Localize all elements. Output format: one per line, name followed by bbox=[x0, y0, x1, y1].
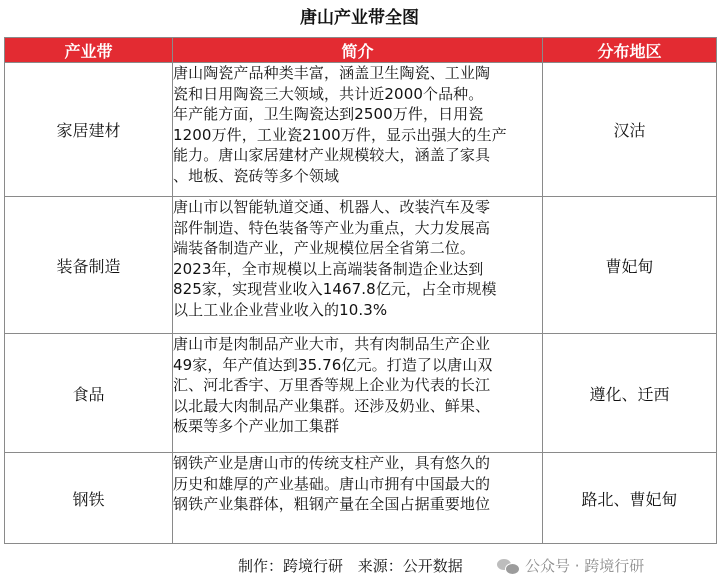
industry-description bbox=[173, 197, 543, 334]
table-row bbox=[5, 197, 717, 334]
header-description: 简介 bbox=[173, 38, 543, 63]
table-row bbox=[5, 334, 717, 453]
table-row bbox=[5, 453, 717, 544]
table-row bbox=[5, 63, 717, 197]
watermark-text: 公众号 · 跨境行研 bbox=[525, 557, 645, 575]
data-source: 来源：公开数据 bbox=[357, 557, 463, 575]
industry-name: 钢铁 bbox=[5, 453, 173, 544]
description-line: 49家，年产值达到35.76亿元。打造了以唐山双 bbox=[173, 355, 493, 374]
description-line: 、地板、瓷砖等多个领域 bbox=[173, 166, 340, 185]
description-line: 瓷和日用陶瓷三大领域，共计近2000个品种。 bbox=[173, 84, 484, 103]
description-line: 1200万件，工业瓷2100万件，显示出强大的生产 bbox=[173, 125, 507, 144]
description-line: 唐山市是肉制品产业大市，共有肉制品生产企业 bbox=[173, 335, 491, 353]
wechat-icon bbox=[497, 557, 519, 575]
industry-table bbox=[4, 37, 717, 544]
industry-name: 装备制造 bbox=[5, 197, 173, 334]
industry-region: 曹妃甸 bbox=[543, 197, 717, 334]
description-line: 2023年，全市规模以上高端装备制造企业达到 bbox=[173, 259, 484, 278]
description-line: 唐山陶瓷产品种类丰富，涵盖卫生陶瓷、工业陶 bbox=[173, 64, 491, 82]
header-industry: 产业带 bbox=[5, 38, 173, 63]
industry-description bbox=[173, 334, 543, 453]
industry-region: 汉沽 bbox=[543, 63, 717, 197]
maker-credit: 制作：跨境行研 bbox=[238, 557, 344, 575]
table-header-row bbox=[5, 38, 717, 63]
description-line: 汇、河北香宇、万里香等规上企业为代表的长江 bbox=[173, 376, 491, 394]
description-line: 以北最大肉制品产业集群。还涉及奶业、鲜果、 bbox=[173, 396, 491, 415]
description-line: 以上工业企业营业收入的10.3% bbox=[173, 300, 388, 319]
page-title: 唐山产业带全图 bbox=[300, 8, 419, 28]
description-line: 历史和雄厚的产业基础。唐山市拥有中国最大的 bbox=[173, 474, 491, 493]
industry-description bbox=[173, 63, 543, 197]
industry-description bbox=[173, 453, 543, 544]
industry-region: 遵化、迁西 bbox=[543, 334, 717, 453]
description-line: 年产能方面，卫生陶瓷达到2500万件，日用瓷 bbox=[173, 105, 484, 123]
description-line: 钢铁产业是唐山市的传统支柱产业，具有悠久的 bbox=[173, 454, 491, 472]
description-line: 825家，实现营业收入1467.8亿元，占全市规模 bbox=[173, 280, 497, 298]
description-line: 端装备制造产业，产业规模位居全省第二位。 bbox=[173, 239, 476, 257]
credit-line bbox=[238, 552, 473, 580]
industry-name: 家居建材 bbox=[5, 63, 173, 197]
footer bbox=[0, 552, 719, 580]
watermark bbox=[497, 552, 644, 580]
header-region: 分布地区 bbox=[543, 38, 717, 63]
industry-name: 食品 bbox=[5, 334, 173, 453]
description-line: 唐山市以智能轨道交通、机器人、改装汽车及零 bbox=[173, 198, 491, 216]
description-line: 板栗等多个产业加工集群 bbox=[173, 417, 340, 435]
description-line: 能力。唐山家居建材产业规模较大，涵盖了家具 bbox=[173, 146, 491, 164]
industry-region: 路北、曹妃甸 bbox=[543, 453, 717, 544]
description-line: 部件制造、特色装备等产业为重点，大力发展高 bbox=[173, 218, 491, 237]
description-line: 钢铁产业集群体，粗钢产量在全国占据重要地位 bbox=[173, 495, 491, 513]
